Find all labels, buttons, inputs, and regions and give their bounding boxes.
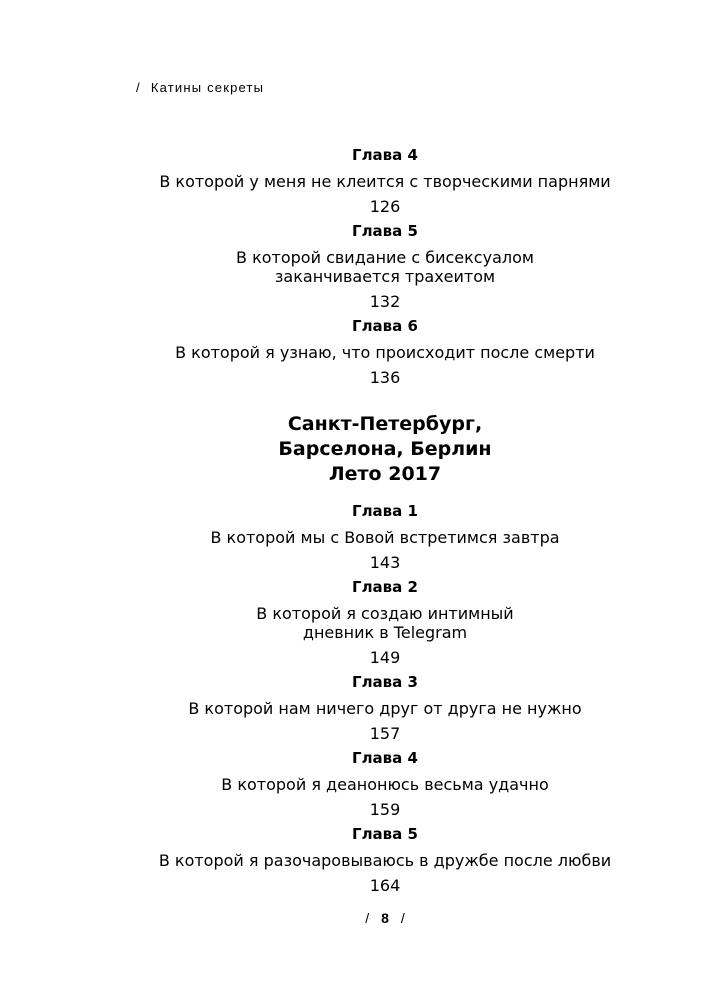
toc-entry	[100, 222, 670, 311]
section-heading-line: Лето 2017	[328, 463, 442, 485]
toc-entry	[100, 825, 670, 895]
table-of-contents	[100, 146, 670, 895]
chapter-label: Глава 6	[352, 317, 418, 335]
toc-entry	[100, 578, 670, 667]
chapter-page-number: 126	[369, 197, 401, 216]
toc-entry	[100, 502, 670, 572]
toc-entry	[100, 749, 670, 819]
toc-entry	[100, 146, 670, 216]
chapter-page-number: 132	[369, 292, 401, 311]
chapter-title: В которой я узнаю, что происходит после смерти	[175, 343, 595, 362]
chapter-label: Глава 3	[352, 673, 418, 691]
chapter-title: В которой я разочаровываюсь в дружбе после любви	[158, 851, 612, 870]
chapter-label: Глава 5	[352, 222, 418, 240]
chapter-title: В которой нам ничего друг от друга не нужно	[188, 699, 582, 718]
chapter-label: Глава 5	[352, 825, 418, 843]
toc-entry	[100, 673, 670, 743]
running-head-slash: /	[136, 80, 141, 95]
chapter-label: Глава 4	[352, 146, 418, 164]
section-heading-line: Санкт-Петербург,	[287, 413, 483, 435]
folio-left-slash: /	[365, 910, 370, 926]
chapter-page-number: 159	[369, 800, 401, 819]
book-title: Катины секреты	[150, 80, 265, 95]
chapter-page-number: 164	[369, 876, 401, 895]
chapter-title: В которой мы с Вовой встретимся завтра	[210, 528, 560, 547]
toc-entry	[100, 317, 670, 387]
chapter-title: В которой у меня не клеится с творческими парнями	[159, 172, 611, 191]
page-number: 8	[381, 910, 389, 926]
chapter-title: В которой свидание с бисексуалом заканчивается трахеитом	[236, 248, 534, 286]
chapter-page-number: 157	[369, 724, 401, 743]
page-footer	[0, 910, 707, 926]
chapter-page-number: 149	[369, 648, 401, 667]
folio-right-slash: /	[400, 910, 405, 926]
chapter-label: Глава 4	[352, 749, 418, 767]
chapter-title: В которой я деанонюсь весьма удачно	[221, 775, 549, 794]
running-head	[136, 80, 264, 95]
chapter-title: В которой я создаю интимный дневник в Telegram	[256, 604, 514, 642]
section-heading	[100, 412, 670, 487]
section-heading-line: Барселона, Берлин	[278, 438, 492, 460]
chapter-page-number: 136	[369, 368, 401, 387]
chapter-label: Глава 2	[352, 578, 418, 596]
chapter-page-number: 143	[369, 553, 401, 572]
chapter-label: Глава 1	[352, 502, 418, 520]
